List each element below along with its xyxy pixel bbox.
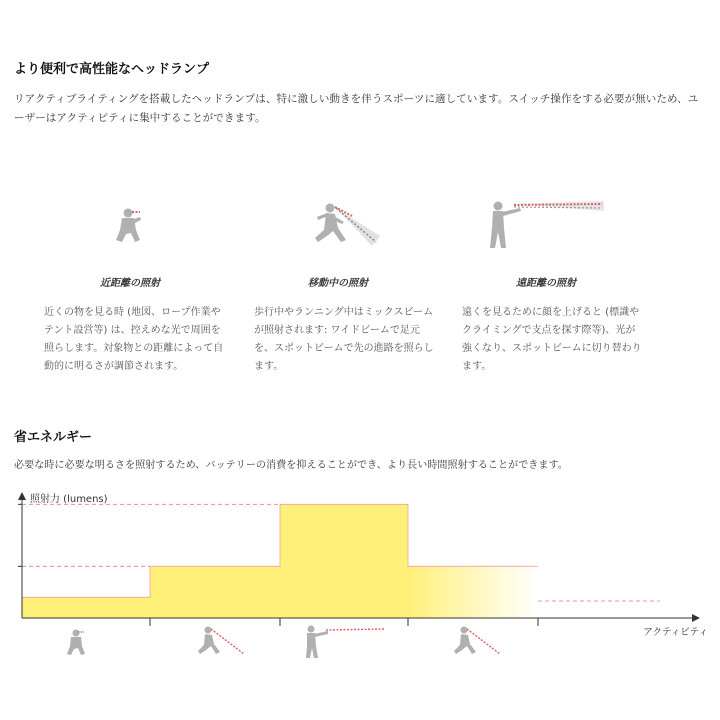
crouching-person-icon (100, 200, 160, 250)
bar-移動中 (150, 566, 280, 618)
crouching-person-icon (67, 630, 85, 656)
mode-title-near: 近距離の照射 (100, 278, 160, 289)
y-axis-label: 照射力 (lumens) (30, 494, 108, 505)
pointing-person-icon (484, 196, 608, 252)
pointing-person-icon (306, 626, 384, 659)
mode-desc-far: 遠くを見るために顔を上げると (標識やクライミングで支点を探す際等)、光が強くなり、スポットビームに切り替わります。 (462, 307, 642, 372)
section-body-headlamp: リアクティブライティングを搭載したヘッドランプは、特に激しい動きを伴うスポーツに適しています。スイッチ操作をする必要が無いため、ユーザーはアクティビティに集中することができます。 (14, 93, 699, 124)
running-person-icon (198, 627, 244, 655)
running-person-icon (300, 198, 390, 250)
lumens-step-chart (0, 480, 720, 680)
section-title-energy: 省エネルギー (14, 430, 93, 445)
mode-desc-moving: 歩行中やランニング中はミックスビームが照射されます: ワイドビームで足元を、スポットビームで先の進路を照らします。 (254, 307, 434, 372)
bar-移動中 (408, 566, 538, 618)
running-person-icon (454, 627, 500, 655)
bar-遠距離 (280, 504, 408, 618)
mode-title-moving: 移動中の照射 (308, 278, 368, 289)
mode-desc-near: 近くの物を見る時 (地図、ロープ作業やテント設営等) は、控えめな光で周囲を照らします。対象物との距離によって自動的に明るさが調節されます。 (44, 307, 224, 372)
x-axis-arrow (692, 614, 700, 622)
x-axis-label: アクティビティ (643, 627, 708, 638)
y-axis-arrow (18, 492, 26, 500)
mode-title-far: 遠距離の照射 (516, 278, 576, 289)
section-body-energy: 必要な時に必要な明るさを照射するため、バッテリーの消費を抑えることができ、より長い時間照射することができます。 (14, 460, 568, 471)
bar-近距離 (22, 597, 150, 618)
section-title-headlamp: より便利で高性能なヘッドランプ (14, 62, 210, 77)
